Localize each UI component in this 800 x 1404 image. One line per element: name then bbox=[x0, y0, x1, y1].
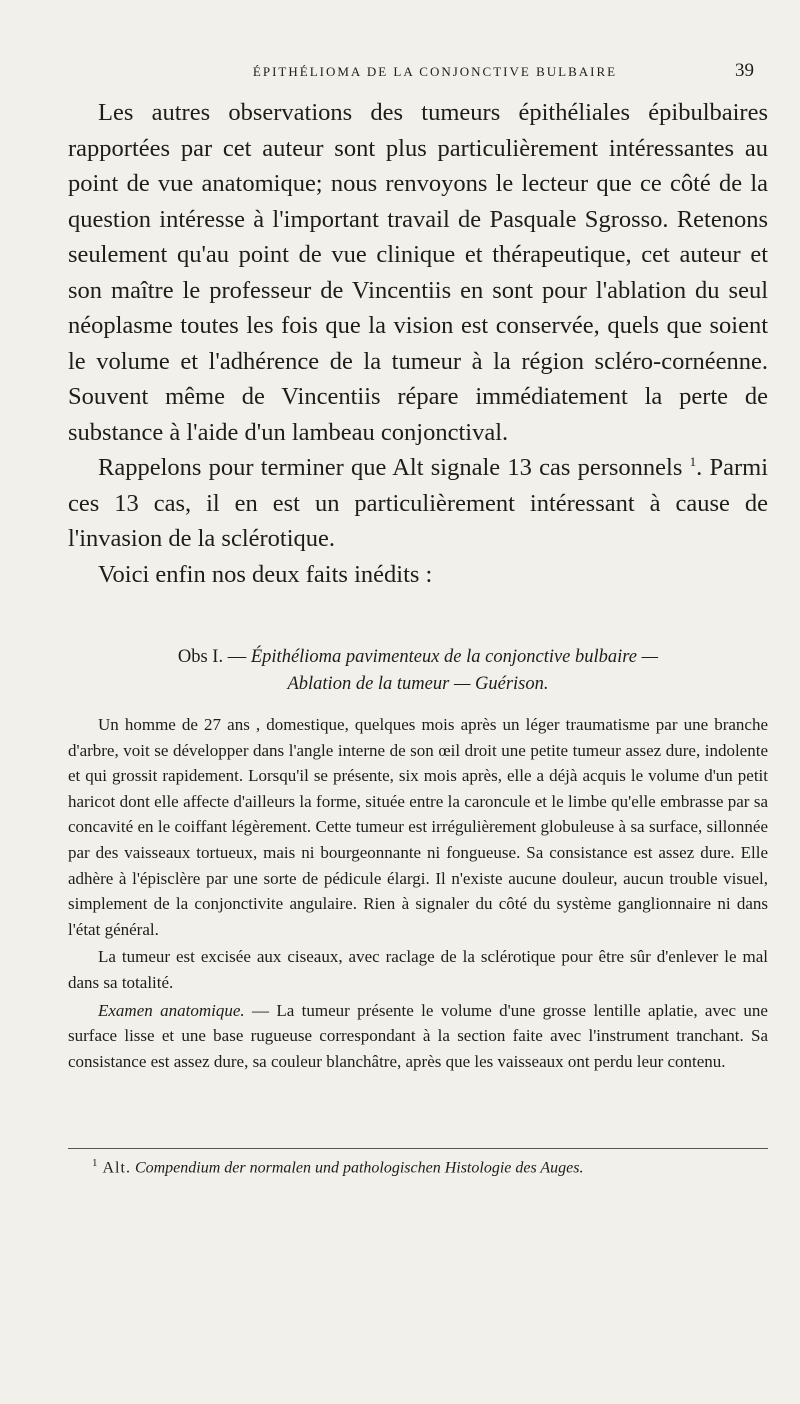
footnote-divider bbox=[68, 1148, 768, 1149]
footnote-text: Compendium der normalen und pathologischen Histologie des Auges. bbox=[134, 1159, 584, 1177]
paragraph-alt-cont: Parmi ces 13 cas, il en est un particulièrement intéressant à cause de l'invasion de la sclérotique. bbox=[68, 454, 769, 552]
anatomical-exam bbox=[68, 998, 768, 1075]
observation-paragraph: Un homme de 27 ans , domestique, quelques mois après un léger traumatisme par une branche d'arbre, voit se développer dans l'angle interne de son œil droit une petite tumeur assez dure, indolente et qui grossit rapidement. Lorsqu'il se présente, six mois après, elle a déjà acquis le volume d'un petit haricot dont elle affecte d'ailleurs la forme, située entre la caroncule et le limbe qu'elle embrasse par sa concavité en le coiffant légèrement. Cette tumeur est irrégulièrement globuleuse à sa surface, sillonnée par des vaisseaux tortueux, mais ni bourgeonnante ni fongueuse. Sa consistance est assez dure. Elle adhère à l'épisclère par une sorte de pédicule élargi. Il n'existe aucune douleur, aucun trouble visuel, simplement de la conjonctivite angulaire. Rien à signaler du côté du système ganglionnaire ni dans l'état général. bbox=[68, 715, 768, 939]
footnote bbox=[92, 1152, 782, 1179]
observation-heading: Épithélioma pavimenteux de la conjonctive bulbaire — bbox=[250, 647, 659, 667]
exam-label: Examen anatomique. bbox=[98, 1000, 245, 1020]
footnote-author: Alt. bbox=[102, 1159, 131, 1177]
main-text bbox=[68, 95, 768, 592]
footnote-mark: 1 bbox=[92, 1157, 98, 1169]
page-number: 39 bbox=[735, 60, 754, 81]
running-title: ÉPITHÉLIOMA DE LA CONJONCTIVE BULBAIRE bbox=[252, 64, 618, 79]
footnote-reference[interactable]: 1 bbox=[689, 453, 697, 469]
paragraph: Voici enfin nos deux faits inédits : bbox=[98, 560, 433, 588]
observation-label: Obs I. — bbox=[177, 647, 247, 667]
paragraph-alt-text: Rappelons pour terminer que Alt signale 13 cas personnels bbox=[98, 454, 683, 481]
observation-paragraph: La tumeur est excisée aux ciseaux, avec raclage de la sclérotique pour être sûr d'enlever le mal dans sa totalité. bbox=[68, 947, 768, 992]
observation-text bbox=[68, 712, 768, 1074]
observation-title bbox=[68, 645, 768, 669]
exam-text: — La tumeur présente le volume d'une grosse lentille aplatie, avec une surface lisse et une base rugueuse correspondant à la section faite avec l'instrument tranchant. Sa consistance est assez dure, sa couleur blanchâtre, après que les vaisseaux ont perdu leur contenu. bbox=[68, 1000, 768, 1071]
paragraph-alt: Rappelons pour terminer que Alt signale 13 cas personnels $^1$. Parmi ces 13 cas, il en est un particulièrement intéressant à cause de l'invasion de la sclérotique. bbox=[68, 453, 769, 552]
paragraph: Les autres observations des tumeurs épithéliales épibulbaires rapportées par cet auteur sont plus particulièrement intéressantes au point de vue anatomique; nous renvoyons le lecteur que ce côté de la question intéresse à l'important travail de Pasquale Sgrosso. Retenons seulement qu'au point de vue clinique et thérapeutique, cet auteur et son maître le professeur de Vincentiis en sont pour l'ablation du seul néoplasme toutes les fois que la vision est conservée, quels que soient le volume et l'adhérence de la tumeur à la région scléro-cornéenne. Souvent même de Vincentiis répare immédiatement la perte de substance à l'aide d'un lambeau conjonctival. bbox=[68, 99, 768, 446]
observation-subtitle: Ablation de la tumeur — Guérison. bbox=[287, 674, 549, 694]
